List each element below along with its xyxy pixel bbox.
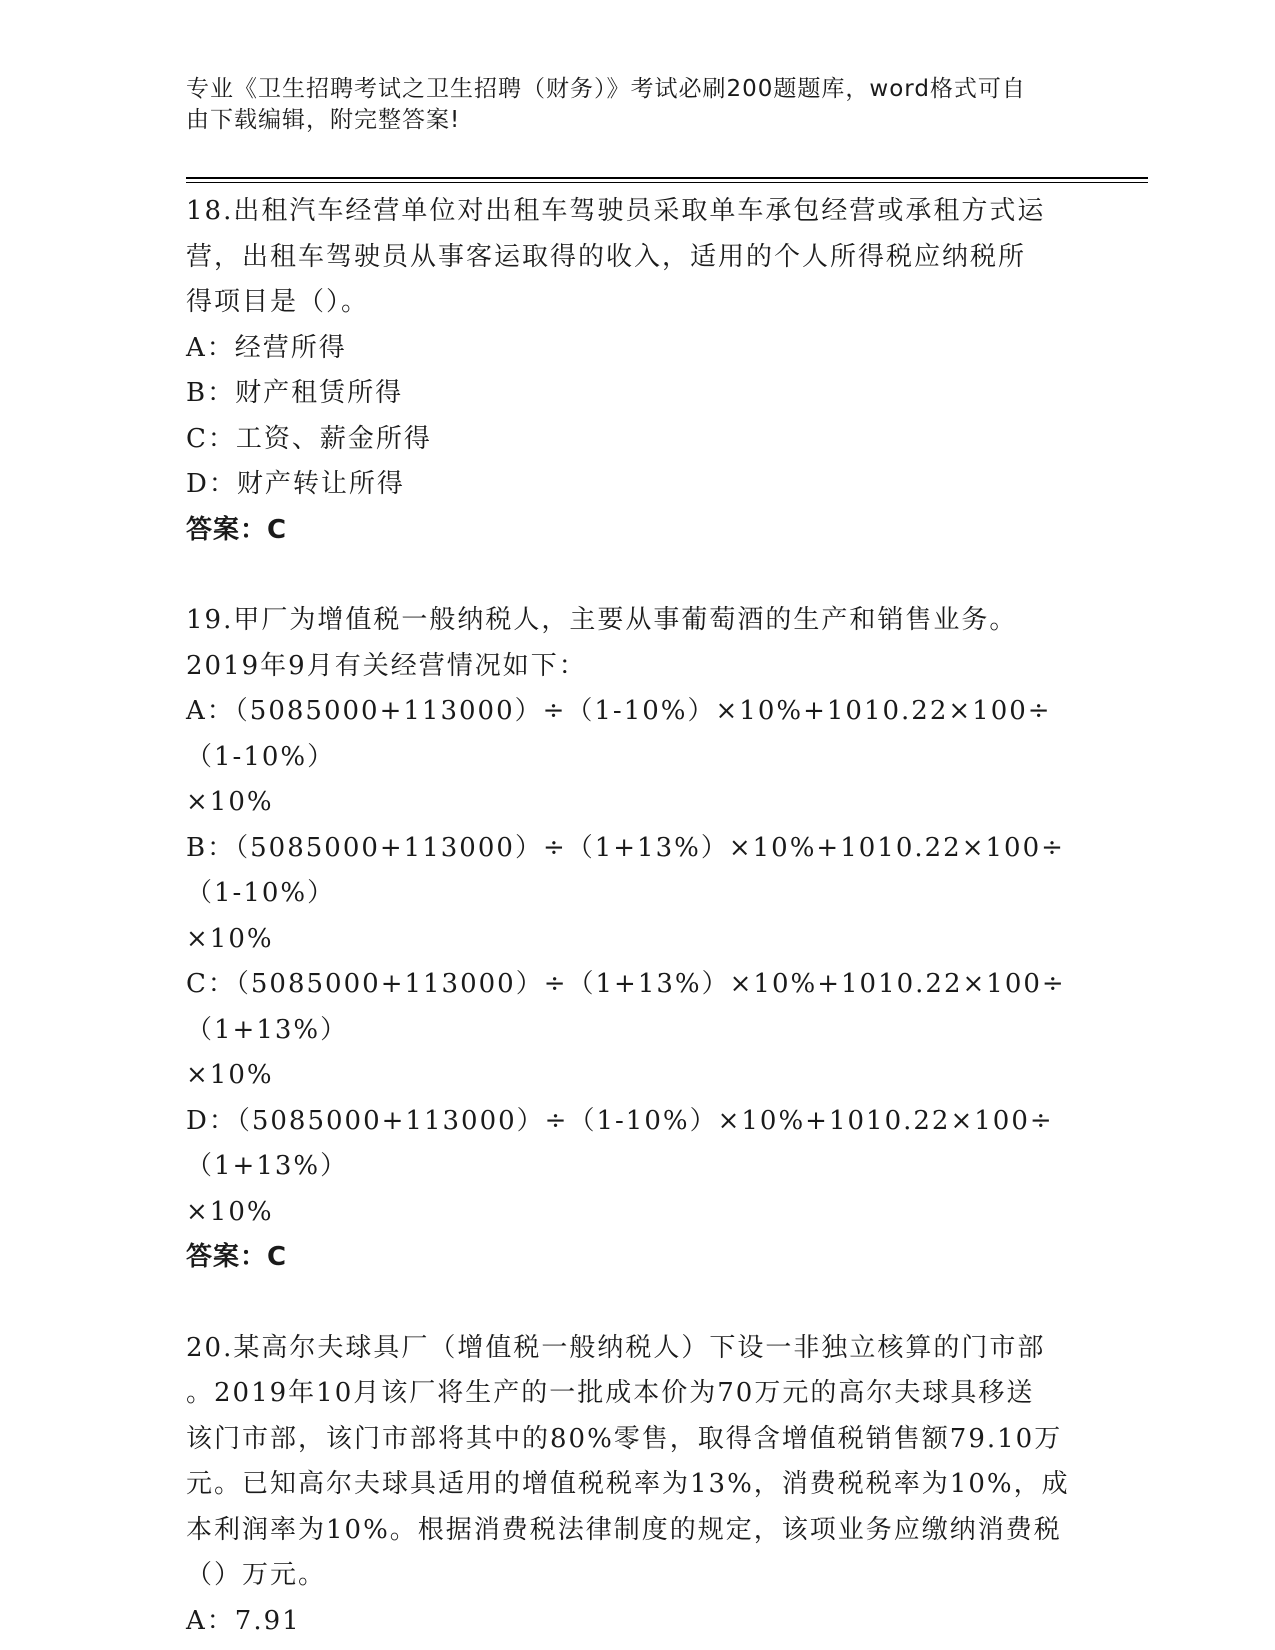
option-c-continued: ×10% xyxy=(186,1060,274,1090)
header-divider-thick xyxy=(186,177,1148,179)
header-line-1: 专业《卫生招聘考试之卫生招聘（财务）》考试必刷200题题库，word格式可自 xyxy=(186,76,1026,102)
option-b: B：（5085000+113000）÷（1+13%）×10%+1010.22×100÷（1-10%） xyxy=(186,832,1065,908)
question-19 xyxy=(186,598,1086,1281)
question-stem-line: 本利润率为10%。根据消费税法律制度的规定，该项业务应缴纳消费税 xyxy=(186,1514,1062,1545)
question-stem-line: 20.某高尔夫球具厂（增值税一般纳税人）下设一非独立核算的门市部 xyxy=(186,1332,1046,1363)
option-b-continued: ×10% xyxy=(186,923,274,954)
answer-label: 答案：C xyxy=(186,514,288,545)
header-line-2: 由下载编辑，附完整答案! xyxy=(186,107,461,133)
option-a: A：7.91 xyxy=(186,1605,301,1636)
header-divider-thin xyxy=(186,182,1148,183)
option-a: A：（5085000+113000）÷（1-10%）×10%+1010.22×100÷（1-10%） xyxy=(186,696,1052,772)
question-stem-line: 得项目是（）。 xyxy=(186,287,370,317)
question-stem-line: （）万元。 xyxy=(186,1560,327,1590)
option-b: B：财产租赁所得 xyxy=(186,378,404,408)
question-20 xyxy=(186,1326,1086,1645)
option-d-continued: ×10% xyxy=(186,1196,274,1227)
option-c: C：（5085000+113000）÷（1+13%）×10%+1010.22×100÷（1+13%） xyxy=(186,969,1066,1045)
document-header xyxy=(186,74,1086,136)
question-stem-line: 元。已知高尔夫球具适用的增值税税率为13%，消费税税率为10%，成 xyxy=(186,1469,1070,1499)
answer-label: 答案：C xyxy=(186,1242,288,1272)
question-stem-line: 2019年9月有关经营情况如下： xyxy=(186,650,587,681)
question-stem-line: 营，出租车驾驶员从事客运取得的收入，适用的个人所得税应纳税所 xyxy=(186,241,1027,272)
question-stem-line: 该门市部，该门市部将其中的80%零售，取得含增值税销售额79.10万 xyxy=(186,1423,1063,1454)
question-stem-line: 18.出租汽车经营单位对出租车驾驶员采取单车承包经营或承租方式运 xyxy=(186,196,1046,226)
question-stem-line: 。2019年10月该厂将生产的一批成本价为70万元的高尔夫球具移送 xyxy=(186,1378,1035,1408)
option-c: C：工资、薪金所得 xyxy=(186,423,432,454)
option-d: D：（5085000+113000）÷（1-10%）×10%+1010.22×100÷（1+13%） xyxy=(186,1105,1054,1181)
option-a-continued: ×10% xyxy=(186,787,274,817)
question-18 xyxy=(186,189,1086,553)
option-d: D：财产转让所得 xyxy=(186,469,405,499)
question-stem-line: 19.甲厂为增值税一般纳税人，主要从事葡萄酒的生产和销售业务。 xyxy=(186,605,1018,635)
option-a: A：经营所得 xyxy=(186,332,347,363)
question-list xyxy=(186,189,1086,1644)
